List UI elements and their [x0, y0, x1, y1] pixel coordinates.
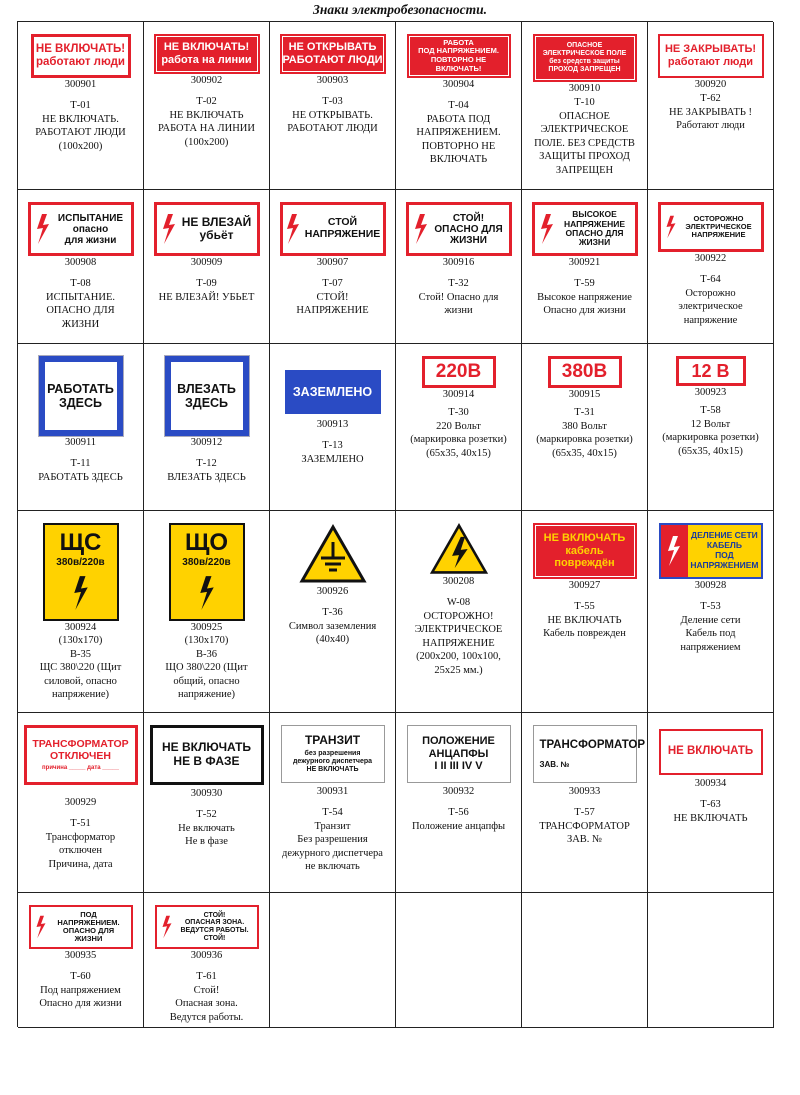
sign-plate: НЕ ВКЛЮЧАТЬ [659, 729, 763, 775]
sign-description: Т-55 НЕ ВКЛЮЧАТЬ Кабель поврежден [543, 601, 626, 639]
sign-description: Т-60 Под напряжением Опасно для жизни [39, 971, 122, 1009]
sign-code: 300930 [190, 788, 223, 799]
sign-cell [144, 22, 270, 190]
sign-text: ИСПЫТАНИЕ опасно для жизни [57, 212, 124, 246]
lightning-bolt-icon [539, 214, 555, 244]
sign-cell [396, 713, 522, 893]
sign-code: 300910 [568, 83, 601, 94]
sign-text: ТРАНСФОРМАТОР [539, 738, 646, 751]
sign-plate: 12 В [676, 356, 746, 386]
sign-description: Т-56 Положение анцапфы [411, 807, 506, 832]
sign-description: (130x170) В-35 ЩС 380\220 (Щит силовой, опасно напряжение) [39, 635, 122, 700]
sign-text: НЕ ВЛЕЗАЙ убьёт [181, 214, 252, 242]
sign-code: 300909 [190, 257, 223, 268]
sign-plate [406, 202, 512, 256]
sign-code: 300924 [64, 622, 97, 633]
sign-plate: РАБОТА ПОД НАПРЯЖЕНИЕМ. ПОВТОРНО НЕ ВКЛЮЧАТЬ! [407, 34, 511, 78]
sign-code: 300921 [568, 257, 601, 268]
sign-description: Т-04 РАБОТА ПОД НАПРЯЖЕНИЕМ. ПОВТОРНО НЕ ВКЛЮЧАТЬ [416, 100, 501, 165]
sign-subtext: 380в/220в [182, 557, 231, 568]
sign-code: 300932 [442, 786, 475, 797]
sign-subtext: без разрешения дежурного диспетчера НЕ ВКЛЮЧАТЬ [292, 749, 373, 773]
sign-code: 300920 [694, 79, 727, 90]
sign-text: СТОЙ! ОПАСНАЯ ЗОНА. ВЕДУТСЯ РАБОТЫ. СТОЙ! [180, 911, 249, 942]
sign-cell [648, 511, 774, 713]
sign-plate [281, 725, 385, 783]
sign-text: СТОЙ! ОПАСНО ДЛЯ ЖИЗНИ [434, 212, 503, 246]
lightning-bolt-icon [665, 215, 677, 239]
sign-description: Т-09 НЕ ВЛЕЗАЙ! УБЬЕТ [158, 278, 255, 303]
sign-plate [154, 202, 260, 256]
lightning-bolt-icon [413, 214, 429, 244]
sign-code: 300208 [442, 576, 475, 587]
high-voltage-triangle-sign [427, 523, 491, 575]
sign-cell [18, 190, 144, 344]
sign-text: СТОЙ НАПРЯЖЕНИЕ [304, 216, 381, 240]
sign-code: 300925 [190, 622, 223, 633]
sign-description: Т-01 НЕ ВКЛЮЧАТЬ. РАБОТАЮТ ЛЮДИ (100x200) [35, 100, 126, 152]
sign-cell [396, 511, 522, 713]
sign-plate: НЕ ОТКРЫВАТЬ РАБОТАЮТ ЛЮДИ [280, 34, 386, 74]
sign-code: 300927 [568, 580, 601, 591]
sign-cell [648, 22, 774, 190]
sign-description: (130x170) В-36 ЩО 380\220 (Щит общий, опасно напряжение) [165, 635, 248, 700]
sign-code: 300929 [64, 797, 97, 808]
sign-code: 300926 [316, 586, 349, 597]
sign-description: Т-58 12 Вольт (маркировка розетки) (65x35, 40x15) [662, 405, 759, 457]
sign-text: НЕ ЗАКРЫВАТЬ! работают люди [664, 43, 757, 68]
sign-cell [396, 190, 522, 344]
sign-text: ПОД НАПРЯЖЕНИЕМ. ОПАСНО ДЛЯ ЖИЗНИ [57, 909, 120, 944]
lightning-bolt-icon [161, 915, 173, 939]
sign-description: W-08 ОСТОРОЖНО! ЭЛЕКТРИЧЕСКОЕ НАПРЯЖЕНИЕ (200x200, 100x100, 25x25 мм.) [414, 597, 503, 676]
sign-code: 300907 [316, 257, 349, 268]
sign-description: Т-03 НЕ ОТКРЫВАТЬ. РАБОТАЮТ ЛЮДИ [287, 96, 378, 134]
sign-description: Т-31 380 Вольт (маркировка розетки) (65x35, 40x15) [536, 407, 633, 459]
sign-code: 300903 [316, 75, 349, 86]
sign-cell [522, 344, 648, 511]
empty-cell [522, 893, 648, 1028]
sign-code: 300934 [694, 778, 727, 789]
empty-cell [648, 893, 774, 1028]
signs-grid [17, 21, 773, 1027]
sign-text: ТРАНЗИТ [304, 733, 361, 748]
high-voltage-icon [428, 523, 490, 575]
sign-text: ЩО [184, 529, 229, 556]
lightning-bolt-icon [161, 214, 177, 244]
sign-plate: РАБОТАТЬ ЗДЕСЬ [39, 356, 123, 436]
sign-cell [648, 190, 774, 344]
sign-text: ТРАНСФОРМАТОР ОТКЛЮЧЕН [32, 737, 129, 763]
sign-cell [18, 893, 144, 1028]
sign-code: 300913 [316, 419, 349, 430]
sign-cell [144, 511, 270, 713]
sign-description: Т-63 НЕ ВКЛЮЧАТЬ [673, 799, 748, 824]
sign-plate [533, 725, 646, 783]
sign-plate: ЗАЗЕМЛЕНО [285, 370, 381, 414]
sign-code: 300936 [190, 950, 223, 961]
sign-description: Т-54 Транзит Без разрешения дежурного диспетчера не включать [282, 807, 383, 872]
sign-cell [270, 190, 396, 344]
sign-plate [155, 905, 259, 949]
sign-cell [522, 22, 648, 190]
sign-code: 300915 [568, 389, 601, 400]
lightning-bolt-icon [35, 214, 51, 244]
sign-cell [144, 713, 270, 893]
sign-cell [396, 22, 522, 190]
sign-code: 300912 [190, 437, 223, 448]
sign-plate [29, 905, 133, 949]
sign-description: Т-64 Осторожно электрическое напряжение [678, 274, 743, 326]
sign-description: Т-10 ОПАСНОЕ ЭЛЕКТРИЧЕСКОЕ ПОЛЕ. БЕЗ СРЕДСТВ ЗАЩИТЫ ПРОХОД ЗАПРЕЩЕН [534, 97, 635, 176]
sign-cell [522, 511, 648, 713]
sign-plate: 220В [422, 356, 496, 388]
sign-description: Т-02 НЕ ВКЛЮЧАТЬ РАБОТА НА ЛИНИИ (100x200) [158, 96, 255, 148]
sign-cell [522, 190, 648, 344]
sign-description: Т-30 220 Вольт (маркировка розетки) (65x35, 40x15) [410, 407, 507, 459]
sign-description: Т-61 Стой! Опасная зона. Ведутся работы. [169, 971, 244, 1023]
sign-plate [280, 202, 386, 256]
sign-description: Т-08 ИСПЫТАНИЕ. ОПАСНО ДЛЯ ЖИЗНИ [45, 278, 115, 330]
sign-code: 300911 [64, 437, 97, 448]
sign-cell [18, 344, 144, 511]
page-title: Знаки электробезопасности. [313, 2, 487, 17]
lightning-bolt-icon [72, 569, 90, 616]
sign-description: Т-13 ЗАЗЕМЛЕНО [301, 440, 364, 465]
sign-cell [648, 344, 774, 511]
sign-cell [522, 713, 648, 893]
sign-cell [144, 893, 270, 1028]
sign-plate [658, 34, 764, 78]
sign-text: ОСТОРОЖНО ЭЛЕКТРИЧЕСКОЕ НАПРЯЖЕНИЕ [685, 213, 752, 240]
sign-cell [144, 190, 270, 344]
sign-description: Т-07 СТОЙ! НАПРЯЖЕНИЕ [296, 278, 369, 316]
sign-description: Т-59 Высокое напряжение Опасно для жизни [537, 278, 632, 316]
sign-cell [270, 344, 396, 511]
sign-subtext: причина _____ дата _____ [42, 765, 119, 772]
lightning-bolt-icon [661, 525, 689, 577]
earth-symbol-sign [298, 523, 368, 585]
sign-plate [28, 202, 134, 256]
sign-description: Т-32 Стой! Опасно для жизни [418, 278, 499, 316]
sign-plate [658, 202, 764, 252]
sign-description: Т-51 Трансформатор отключен Причина, дата [45, 818, 116, 870]
sign-code: 300928 [694, 580, 727, 591]
sign-code: 300902 [190, 75, 223, 86]
sign-subtext: ЗАВ. № [539, 760, 570, 770]
sign-plate [532, 202, 638, 256]
sign-cell [270, 511, 396, 713]
sign-description: Т-12 ВЛЕЗАТЬ ЗДЕСЬ [167, 458, 246, 483]
sign-plate: ОПАСНОЕ ЭЛЕКТРИЧЕСКОЕ ПОЛЕ без средств защиты ПРОХОД ЗАПРЕЩЕН [533, 34, 637, 82]
sign-cell [648, 713, 774, 893]
sign-plate [43, 523, 119, 621]
sign-description: Т-36 Символ заземления (40x40) [288, 607, 377, 645]
sign-description: Т-11 РАБОТАТЬ ЗДЕСЬ [38, 458, 123, 483]
sign-text: ВЫСОКОЕ НАПРЯЖЕНИЕ ОПАСНО ДЛЯ ЖИЗНИ [563, 209, 626, 248]
sign-code: 300916 [442, 257, 475, 268]
sign-code: 300931 [316, 786, 349, 797]
empty-cell [396, 893, 522, 1028]
sign-code: 300908 [64, 257, 97, 268]
sign-description: Т-52 Не включать Не в фазе [178, 809, 235, 847]
sign-code: 300904 [442, 79, 475, 90]
lightning-bolt-icon [198, 569, 216, 616]
sign-text: ЩС [59, 529, 102, 556]
sign-cell [18, 511, 144, 713]
sign-cell [18, 22, 144, 190]
sign-text: ДЕЛЕНИЕ СЕТИ КАБЕЛЬ ПОД НАПРЯЖЕНИЕМ [688, 525, 760, 577]
sign-code: 300914 [442, 389, 475, 400]
sign-plate [659, 523, 763, 579]
sign-plate [24, 725, 138, 785]
sign-cell [270, 713, 396, 893]
empty-cell [270, 893, 396, 1028]
ground-symbol-icon [299, 524, 367, 584]
sign-plate: ПОЛОЖЕНИЕ АНЦАПФЫ I II III IV V [407, 725, 511, 783]
sign-code: 300901 [64, 79, 97, 90]
sign-subtext: 380в/220в [56, 557, 105, 568]
sign-plate: НЕ ВКЛЮЧАТЬ! работа на линии [154, 34, 260, 74]
sign-description: Т-53 Деление сети Кабель под напряжением [680, 601, 741, 653]
lightning-bolt-icon [285, 214, 301, 244]
sign-plate: НЕ ВКЛЮЧАТЬ! работают люди [31, 34, 131, 78]
sign-cell [270, 22, 396, 190]
sign-code: 300933 [568, 786, 601, 797]
sign-plate: ВЛЕЗАТЬ ЗДЕСЬ [165, 356, 249, 436]
sign-cell [18, 713, 144, 893]
sign-plate: НЕ ВКЛЮЧАТЬ кабель повреждён [533, 523, 637, 579]
lightning-bolt-icon [35, 915, 47, 939]
sign-description: Т-57 ТРАНСФОРМАТОР ЗАВ. № [539, 807, 630, 845]
sign-code: 300935 [64, 950, 97, 961]
sign-plate: 380В [548, 356, 622, 388]
sign-code: 300922 [694, 253, 727, 264]
sign-plate [169, 523, 245, 621]
sign-description: Т-62 НЕ ЗАКРЫВАТЬ ! Работают люди [668, 93, 753, 131]
sign-cell [396, 344, 522, 511]
sign-code: 300923 [694, 387, 727, 398]
sign-plate: НЕ ВКЛЮЧАТЬ НЕ В ФАЗЕ [150, 725, 264, 785]
sign-cell [144, 344, 270, 511]
